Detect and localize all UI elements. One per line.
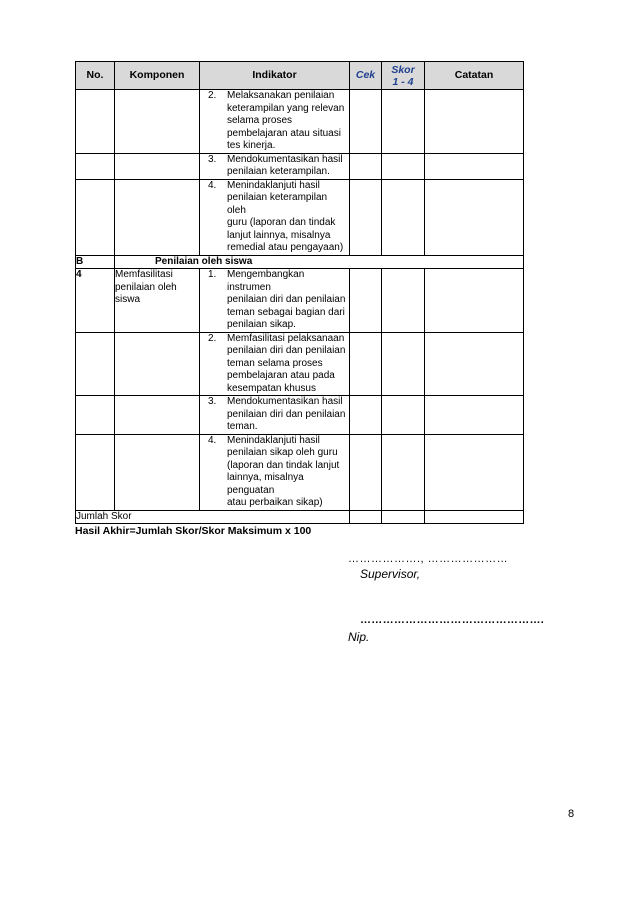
- cell-skor[interactable]: [382, 434, 425, 510]
- indicator-text: [227, 180, 347, 255]
- section-code: B: [76, 255, 115, 269]
- total-label: Jumlah Skor: [76, 510, 350, 524]
- indicator-line: Mendokumentasikan hasil: [227, 153, 343, 165]
- cell-komponen: [115, 332, 200, 396]
- cell-catatan[interactable]: [425, 269, 524, 333]
- indicator-line: lainnya, misalnya penguatan: [227, 472, 304, 496]
- cell-indikator: [200, 153, 350, 179]
- cell-indikator: [200, 179, 350, 255]
- indicator-text: [227, 333, 347, 396]
- indicator-line: Mendokumentasikan hasil: [227, 396, 343, 407]
- cell-catatan[interactable]: [425, 90, 524, 154]
- indicator-number: 1.: [208, 269, 217, 280]
- cell-skor[interactable]: [382, 90, 425, 154]
- cell-no: [76, 434, 115, 510]
- cell-no: [76, 153, 115, 179]
- table-row: [76, 332, 524, 396]
- cell-no: 4: [76, 269, 115, 333]
- indicator-line: pembelajaran atau pada: [227, 370, 335, 381]
- cell-no: [76, 396, 115, 435]
- indicator-line: teman sebagai bagian dari: [227, 306, 345, 318]
- indicator-text: [227, 396, 347, 434]
- cell-catatan[interactable]: [425, 179, 524, 255]
- cell-cek[interactable]: [350, 153, 382, 179]
- indicator-line: penilaian keterampilan oleh: [227, 192, 328, 216]
- indicator-line: keterampilan yang relevan: [227, 102, 345, 114]
- cell-indikator: [200, 90, 350, 154]
- cell-indikator: [200, 396, 350, 435]
- komponen-line: Memfasilitasi: [115, 269, 173, 280]
- indicator-line: selama proses: [227, 115, 293, 126]
- cell-komponen: [115, 434, 200, 510]
- indicator-line: guru (laporan dan tindak: [227, 217, 336, 228]
- indicator-number: 2.: [208, 90, 217, 101]
- indicator-line: penilaian sikap oleh guru: [227, 447, 338, 458]
- indicator-line: Mengembangkan instrumen: [227, 269, 305, 293]
- indicator-line: Menindaklanjuti hasil: [227, 179, 320, 191]
- table-row: [76, 396, 524, 435]
- cell-indikator: [200, 332, 350, 396]
- indicator-line: tes kinerja.: [227, 140, 276, 151]
- cell-skor[interactable]: [382, 179, 425, 255]
- header-skor-label: Skor: [391, 63, 415, 76]
- cell-skor[interactable]: [382, 153, 425, 179]
- total-skor[interactable]: [382, 510, 425, 524]
- header-cek: Cek: [350, 62, 382, 90]
- cell-skor[interactable]: [382, 269, 425, 333]
- indicator-line: penilaian diri dan penilaian: [227, 345, 346, 356]
- komponen-line: siswa: [115, 294, 141, 305]
- indicator-line: teman.: [227, 421, 258, 432]
- indicator-line: penilaian sikap.: [227, 319, 296, 330]
- cell-cek[interactable]: [350, 90, 382, 154]
- cell-cek[interactable]: [350, 332, 382, 396]
- cell-no: [76, 332, 115, 396]
- table-row: [76, 434, 524, 510]
- komponen-line: penilaian oleh: [115, 281, 177, 293]
- indicator-line: Memfasilitasi pelaksanaan: [227, 332, 345, 344]
- cell-catatan[interactable]: [425, 332, 524, 396]
- signature-name-line: ………………………………………….: [360, 614, 545, 626]
- cell-komponen: [115, 153, 200, 179]
- table-row: [76, 269, 524, 333]
- cell-komponen: [115, 396, 200, 435]
- cell-komponen: [115, 90, 200, 154]
- cell-cek[interactable]: [350, 396, 382, 435]
- assessment-table: [75, 61, 524, 524]
- indicator-line: Menindaklanjuti hasil: [227, 434, 320, 446]
- indicator-line: teman selama proses: [227, 357, 323, 369]
- section-row: [76, 255, 524, 269]
- cell-skor[interactable]: [382, 396, 425, 435]
- total-catatan[interactable]: [425, 510, 524, 524]
- table-row: [76, 179, 524, 255]
- cell-indikator: [200, 269, 350, 333]
- cell-komponen: [115, 179, 200, 255]
- indicator-number: 4.: [208, 179, 217, 191]
- indicator-number: 3.: [208, 153, 217, 165]
- cell-cek[interactable]: [350, 434, 382, 510]
- header-skor-range: 1 - 4: [392, 75, 414, 88]
- indicator-number: 4.: [208, 434, 217, 446]
- indicator-number: 3.: [208, 396, 217, 407]
- indicator-line: (laporan dan tindak lanjut: [227, 459, 340, 471]
- table-row: [76, 90, 524, 154]
- cell-no: [76, 90, 115, 154]
- indicator-line: penilaian keterampilan.: [227, 166, 330, 177]
- header-komponen: Komponen: [115, 62, 200, 90]
- section-title-cell: [115, 255, 524, 269]
- table-header-row: [76, 62, 524, 90]
- indicator-line: Melaksanakan penilaian: [227, 90, 335, 101]
- final-score-formula: Hasil Akhir=Jumlah Skor/Skor Maksimum x 100: [75, 525, 312, 537]
- indicator-line: atau perbaikan sikap): [227, 497, 323, 508]
- header-indikator: Indikator: [200, 62, 350, 90]
- signature-role: Supervisor,: [360, 567, 421, 581]
- cell-catatan[interactable]: [425, 396, 524, 435]
- indicator-line: penilaian diri dan penilaian: [227, 294, 346, 305]
- cell-catatan[interactable]: [425, 434, 524, 510]
- total-cek[interactable]: [350, 510, 382, 524]
- indicator-text: [227, 269, 347, 332]
- cell-cek[interactable]: [350, 179, 382, 255]
- cell-skor[interactable]: [382, 332, 425, 396]
- section-title: Penilaian oleh siswa: [155, 255, 253, 267]
- header-catatan: Catatan: [425, 62, 524, 90]
- cell-indikator: [200, 434, 350, 510]
- total-row: [76, 510, 524, 524]
- page-number: 8: [568, 808, 575, 820]
- indicator-line: remedial atau pengayaan): [227, 242, 344, 253]
- table-row: [76, 153, 524, 179]
- signature-nip: Nip.: [348, 630, 370, 644]
- cell-no: [76, 179, 115, 255]
- indicator-text: [227, 435, 347, 510]
- signature-date-line: ………………., …………………: [348, 553, 509, 565]
- indicator-text: [227, 90, 347, 153]
- header-skor: [382, 62, 425, 90]
- cell-catatan[interactable]: [425, 153, 524, 179]
- indicator-text: [227, 154, 347, 179]
- header-no: No.: [76, 62, 115, 90]
- indicator-line: pembelajaran atau situasi: [227, 127, 341, 139]
- indicator-line: kesempatan khusus: [227, 382, 316, 394]
- cell-cek[interactable]: [350, 269, 382, 333]
- cell-komponen: [115, 269, 200, 333]
- indicator-line: lanjut lainnya, misalnya: [227, 229, 331, 241]
- indicator-number: 2.: [208, 332, 217, 344]
- indicator-line: penilaian diri dan penilaian: [227, 408, 346, 420]
